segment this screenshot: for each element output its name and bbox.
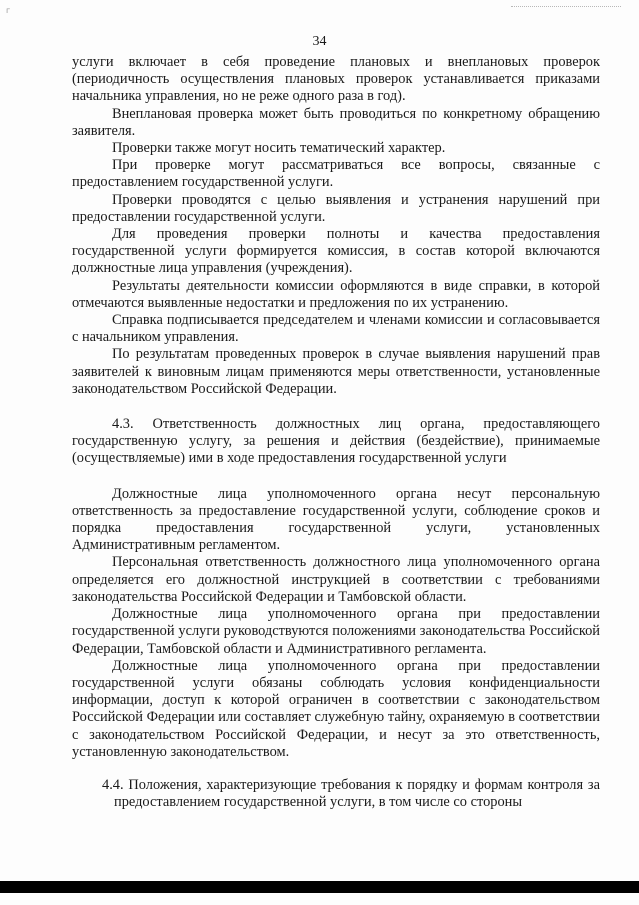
paragraph: Должностные лица уполномоченного органа при предоставлении государственной услуги руководствуются положениями законодательства Российской Федерации, Тамбовской области и Административного регламента.: [72, 606, 600, 657]
section-heading-4-4: 4.4. Положения, характеризующие требования к порядку и формам контроля за предоставлением государственной услуги, в том числе со стороны: [102, 776, 600, 811]
paragraph: Для проведения проверки полноты и качества предоставления государственной услуги формируется комиссия, в состав которой включаются должностные лица управления (учреждения).: [72, 226, 600, 277]
paragraph: Внеплановая проверка может быть проводиться по конкретному обращению заявителя.: [72, 105, 600, 139]
page-number: 34: [312, 34, 327, 49]
scan-corner-mark: г: [6, 6, 11, 15]
paragraph: Проверки проводятся с целью выявления и устранения нарушений при предоставлении государственной услуги.: [72, 191, 600, 225]
paragraph: Справка подписывается председателем и членами комиссии и согласовывается с начальником управления.: [72, 312, 600, 346]
section-spacer: [72, 468, 600, 486]
section-spacer: [72, 761, 600, 777]
paragraph: Проверки также могут носить тематический характер.: [112, 140, 446, 157]
paragraph: При проверке могут рассматриваться все вопросы, связанные с предоставлением государственной услуги.: [72, 157, 600, 191]
scan-edge-bar: [0, 881, 639, 893]
document-body: [72, 54, 600, 811]
paragraph: Должностные лица уполномоченного органа несут персональную ответственность за предоставление государственной услуги, соблюдение сроков и порядка предоставления государственной услуги, установленных Административным регламентом.: [72, 485, 600, 554]
paragraph: Результаты деятельности комиссии оформляются в виде справки, в которой отмечаются выявленные недостатки и предложения по их устранению.: [72, 277, 600, 311]
paragraph: По результатам проведенных проверок в случае выявления нарушений прав заявителей к виновным лицам применяются меры ответственности, установленные законодательством Российской Федерации.: [72, 346, 600, 397]
section-heading-4-3: 4.3. Ответственность должностных лиц органа, предоставляющего государственную услугу, за решения и действия (бездействие), принимаемые (осуществляемые) ими в ходе предоставления государственной услуги: [72, 416, 600, 467]
paragraph: Должностные лица уполномоченного органа при предоставлении государственной услуги обязаны соблюдать условия конфиденциальности информации, доступ к которой ограничен в соответствии с законодательством Российской Федерации или составляет служебную тайну, охраняемую в соответствии с законодательством Российской Федерации, и несут за это ответственность, установленную законодательством.: [72, 657, 600, 760]
scan-artifact: [511, 6, 621, 11]
paragraph: Персональная ответственность должностного лица уполномоченного органа определяется его должностной инструкцией в соответствии с требованиями законодательства Российской Федерации и Тамбовской области.: [72, 554, 600, 605]
paragraph-continuation: услуги включает в себя проведение плановых и внеплановых проверок (периодичность осуществления плановых проверок устанавливается приказами начальника управления, но не реже одного раза в год).: [72, 54, 600, 105]
section-spacer: [72, 398, 600, 416]
